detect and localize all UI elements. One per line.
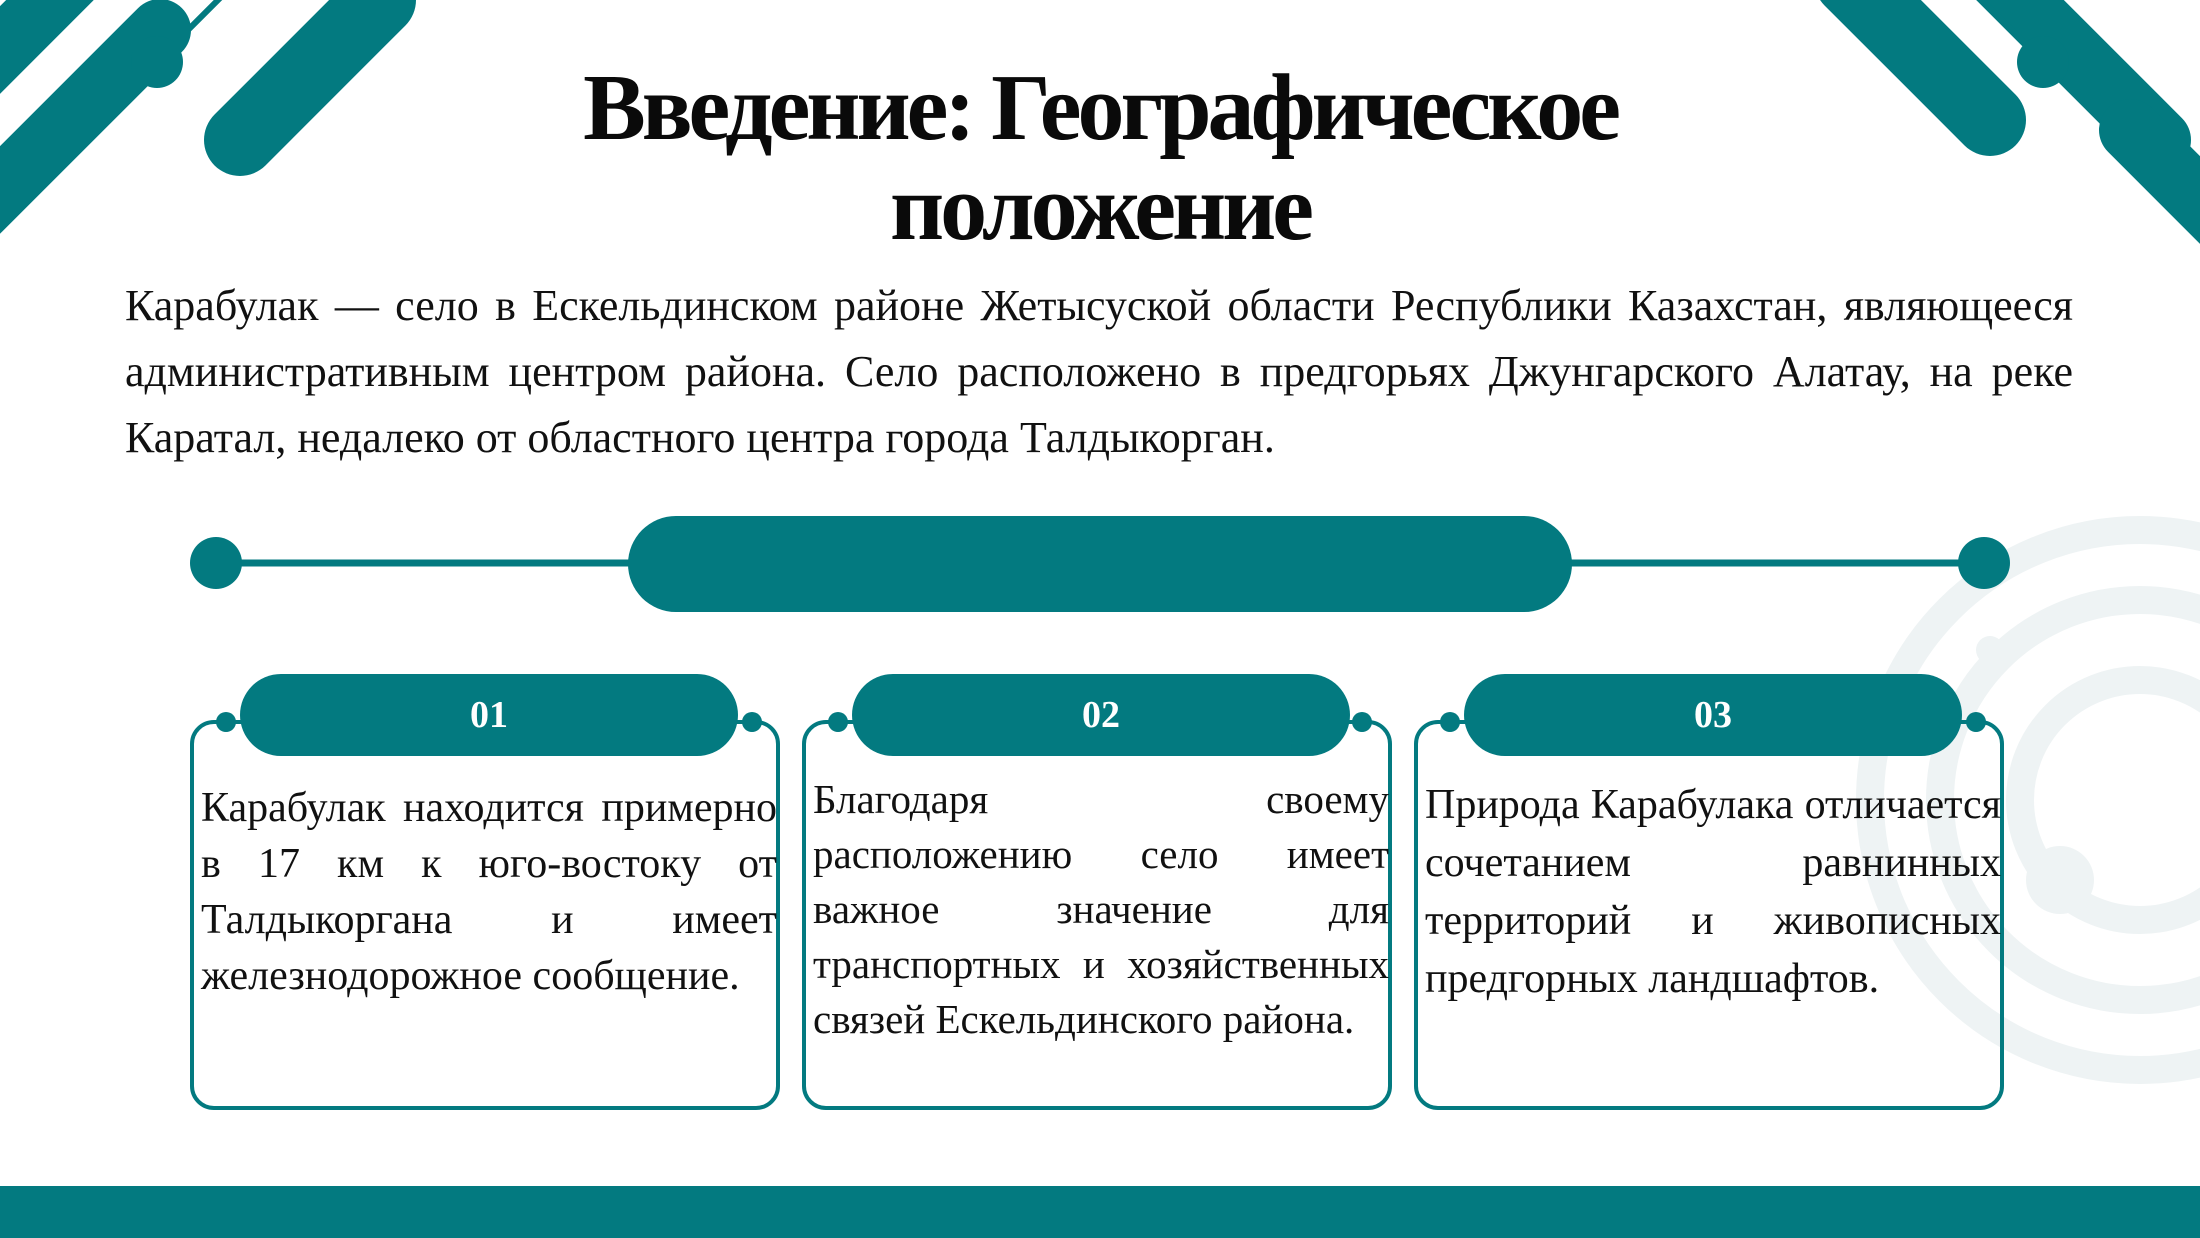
card-3-text: Природа Карабулака отличается сочетанием равнинных территорий и живописных предгорных ландшафтов. <box>1425 782 2001 1002</box>
card-1-number: 01 <box>240 674 738 756</box>
page-title <box>380 58 1820 258</box>
title-line-1: Введение: Географическое <box>583 56 1617 160</box>
bottom-bar <box>0 1186 2200 1238</box>
top-right-stripes <box>1850 0 2200 260</box>
card-2-number: 02 <box>852 674 1350 756</box>
card-1-text: Карабулак находится примерно в 17 км к юго-востоку от Талдыкоргана и имеет железнодорожное сообщение. <box>201 785 777 999</box>
banner-pill <box>628 516 1572 612</box>
card-3-number: 03 <box>1464 674 1962 756</box>
top-left-stripes <box>0 0 380 210</box>
title-line-2: положение <box>889 156 1310 260</box>
card-2-text: Благодаря своему расположению село имеет важное значение для транспортных и хозяйственных связей Ескельдинского района. <box>813 776 1389 1042</box>
intro-paragraph: Карабулак — село в Ескельдинском районе Жетысуской области Республики Казахстан, являющееся административным центром района. Село расположено в предгорьях Джунгарского Алатау, на реке Каратал, недалеко от областного центра города Талдыкорган. <box>125 281 2073 462</box>
